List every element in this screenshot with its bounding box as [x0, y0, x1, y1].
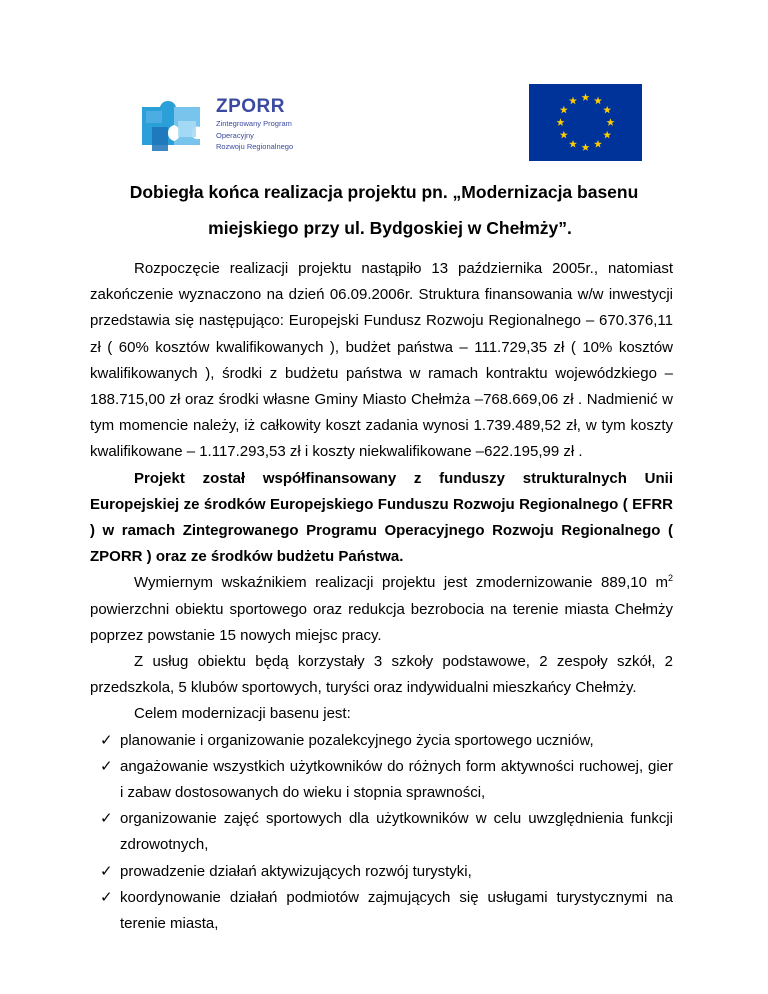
list-item-text: koordynowanie działań podmiotów zajmujących się usługami turystycznymi na terenie miasta, — [120, 888, 673, 933]
list-item-text: prowadzenie działań aktywizujących rozwój turystyki, — [120, 862, 472, 880]
checkmark-icon: ✓ — [100, 888, 113, 906]
paragraph-users: Z usług obiektu będą korzystały 3 szkoły podstawowe, 2 zespoły szkół, 2 przedszkola, 5 klubów sportowych, turyści oraz indywidualni mieszkańcy Chełmży. — [90, 653, 673, 697]
zporr-subtitle-line: Rozwoju Regionalnego — [216, 142, 294, 151]
document-body — [90, 256, 673, 937]
indicator-text-end: powierzchni obiektu sportowego oraz redukcja bezrobocia na terenie miasta Chełmży poprzez powstanie 15 nowych miejsc pracy. — [90, 600, 673, 644]
zporr-subtitle-line: Operacyjny — [216, 130, 254, 140]
list-item — [90, 806, 673, 858]
zporr-subtitle-line: Zintegrowany Program — [216, 119, 292, 128]
indicator-superscript: 2 — [667, 573, 673, 584]
checkmark-icon: ✓ — [100, 731, 113, 749]
paragraph-indicator — [90, 570, 673, 649]
paragraph-goals-intro: Celem modernizacji basenu jest: — [134, 705, 351, 723]
page-title-line-1: Dobiegła końca realizacja projektu pn. „Modernizacja basenu — [129, 182, 639, 202]
list-item — [90, 859, 673, 885]
checkmark-icon: ✓ — [100, 810, 113, 828]
checkmark-icon: ✓ — [100, 757, 113, 775]
checkmark-icon: ✓ — [100, 862, 113, 880]
zporr-name: ZPORR — [216, 96, 285, 117]
zporr-logo — [138, 97, 298, 159]
list-item — [90, 754, 673, 806]
paragraph-cofinancing: Projekt został współfinansowany z funduszy strukturalnych Unii Europejskiej ze środków Europejskiego Funduszu Rozwoju Regionalnego ( EFRR ) w ramach Zintegrowanego Programu Operacyjnego Rozwoju Regionalnego ( ZPORR ) oraz ze środków budżetu Państwa. — [90, 469, 673, 566]
list-item — [90, 728, 673, 754]
puzzle-logo-icon — [138, 97, 210, 159]
goals-list — [90, 728, 673, 938]
list-item-text: organizowanie zajęć sportowych dla użytkowników w celu uwzględnienia funkcji zdrowotnych, — [120, 810, 673, 854]
eu-flag-icon — [529, 84, 642, 161]
indicator-text-start: Wymiernym wskaźnikiem realizacji projektu jest zmodernizowanie 889,10 m — [134, 574, 668, 592]
list-item — [90, 885, 673, 937]
list-item-text: angażowanie wszystkich użytkowników do różnych form aktywności ruchowej, gier i zabaw dostosowanych do wieku i stopnia sprawności, — [120, 757, 673, 802]
list-item-text: planowanie i organizowanie pozalekcyjnego życia sportowego uczniów, — [120, 731, 594, 749]
page-title-line-2: miejskiego przy ul. Bydgoskiej w Chełmży”. — [208, 218, 572, 238]
paragraph-financing: Rozpoczęcie realizacji projektu nastąpiło 13 października 2005r., natomiast zakończenie wyznaczono na dzień 06.09.2006r. Struktura finansowania w/w inwestycji przedstawia się następująco: Europejski Fundusz Rozwoju Regionalnego – 670.376,11 zł ( 60% kosztów kwalifikowanych ), budżet państwa – 111.729,35 zł ( 10% kosztów kwalifikowanych ), środki z budżetu państwa w ramach kontraktu wojewódzkiego –188.715,00 zł oraz środki własne Gminy Miasto Chełmża –768.669,06 zł . Nadmienić w tym momencie należy, iż całkowity koszt zadania wynosi 1.739.489,52 zł, w tym koszty kwalifikowane – 1.117.293,53 zł i koszty niekwalifikowane –622.195,99 zł . — [90, 260, 673, 461]
